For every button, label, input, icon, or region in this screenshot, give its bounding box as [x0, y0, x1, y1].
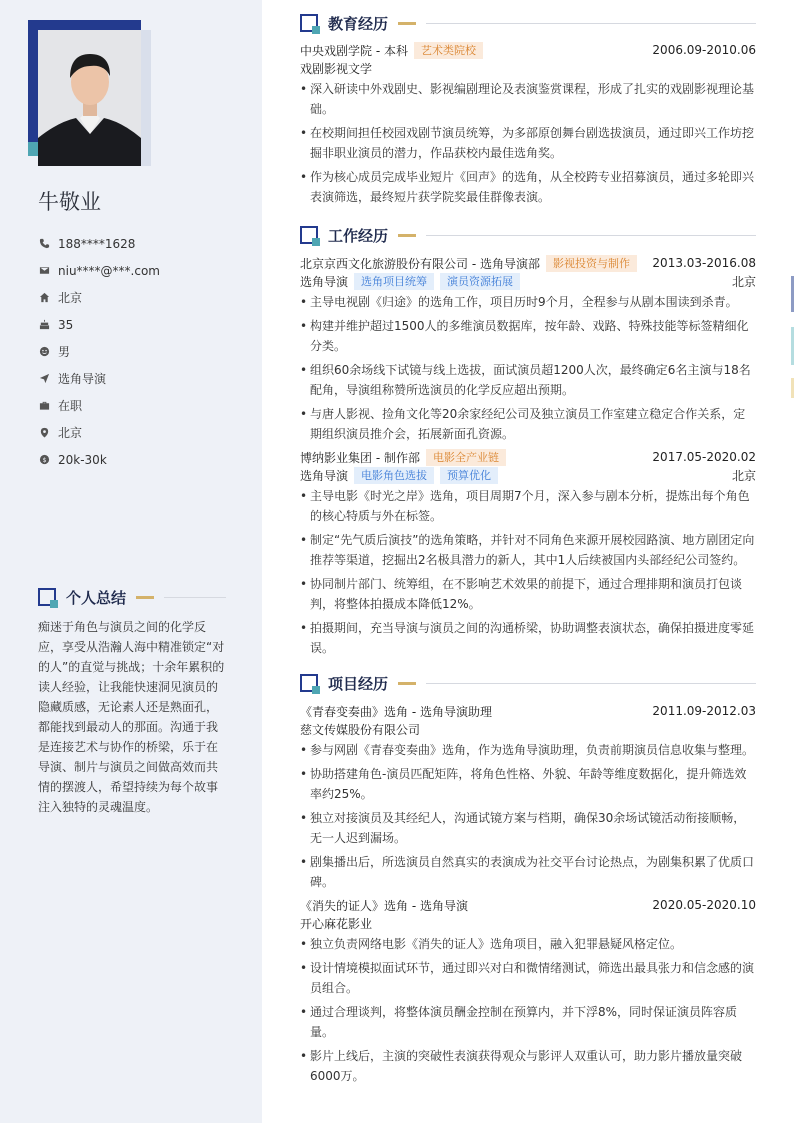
square-section-icon [300, 226, 318, 244]
list-item: • 剧集播出后，所选演员自然真实的表演成为社交平台讨论热点，为剧集积累了优质口碑。 [300, 852, 756, 892]
list-item: • 独立负责网络电影《消失的证人》选角项目，融入犯罪悬疑风格定位。 [300, 934, 756, 954]
info-age [38, 311, 160, 338]
list-item: • 影片上线后，主演的突破性表演获得观众与影评人双重认可，助力影片播放量突破6000万。 [300, 1046, 756, 1086]
sidebar [0, 0, 262, 1123]
role-tag: 选角项目统筹 [354, 273, 434, 290]
list-item: • 设计情境模拟面试环节，通过即兴对白和微情绪测试，筛选出最具张力和信念感的演员组合。 [300, 958, 756, 998]
face-icon [38, 346, 50, 358]
work-role: 选角导演 [300, 274, 349, 289]
section-divider [426, 23, 756, 24]
location-icon [38, 427, 50, 439]
school-tag: 艺术类院校 [414, 42, 483, 59]
project-entry [300, 896, 756, 1086]
location-text: 北京 [58, 426, 83, 440]
work-role: 选角导演 [300, 468, 349, 483]
money-icon [38, 454, 50, 466]
project-org-row [300, 720, 756, 738]
list-item: • 组织60余场线下试镜与线上选拔，面试演员超1200人次，最终确定6名主演与18名配角，导演组称赞所选演员的化学反应超出预期。 [300, 360, 756, 400]
work-section-header [300, 224, 756, 246]
info-location [38, 419, 160, 446]
work-company: 北京京西文化旅游股份有限公司 - 选角导演部 [300, 256, 540, 271]
major-name: 戏剧影视文学 [300, 61, 373, 76]
project-bullets [300, 934, 756, 1086]
summary-section-header [38, 586, 226, 608]
role-tag: 预算优化 [440, 467, 498, 484]
list-item: • 独立对接演员及其经纪人，沟通试镜方案与档期，确保30余场试镜活动衔接顺畅，无一人迟到漏场。 [300, 808, 756, 848]
square-section-icon [38, 588, 56, 606]
section-divider [426, 235, 756, 236]
summary-title: 个人总结 [66, 588, 127, 607]
work-date: 2013.03-2016.08 [652, 256, 756, 270]
work-bullets [300, 292, 756, 444]
gender-text: 男 [58, 345, 71, 359]
education-title: 教育经历 [328, 14, 389, 33]
section-accent-dash [398, 234, 416, 237]
project-title-row [300, 896, 756, 914]
list-item: • 深入研读中外戏剧史、影视编剧理论及表演鉴赏课程，形成了扎实的戏剧影视理论基础。 [300, 79, 756, 119]
city-text: 北京 [58, 291, 83, 305]
education-row [300, 41, 756, 59]
education-section [300, 12, 756, 211]
list-item: • 拍摄期间，充当导演与演员之间的沟通桥梁，协助调整表演状态，确保拍摄进度零延误。 [300, 618, 756, 658]
project-entry [300, 702, 756, 892]
work-bullets [300, 486, 756, 658]
school-name: 中央戏剧学院 - 本科 [300, 43, 408, 58]
work-company: 博纳影业集团 - 制作部 [300, 450, 420, 465]
section-divider [164, 597, 226, 598]
projects-title: 项目经历 [328, 674, 389, 693]
list-item: • 在校期间担任校园戏剧节演员统筹，为多部原创舞台剧选拔演员，通过即兴工作坊挖掘非职业演员的潜力，作品获校内最佳选角奖。 [300, 123, 756, 163]
list-item: • 协助搭建角色-演员匹配矩阵，将角色性格、外貌、年龄等维度数据化，提升筛选效率约25%。 [300, 764, 756, 804]
role-tag: 电影角色选拔 [354, 467, 434, 484]
project-bullets [300, 740, 756, 892]
photo-frame [28, 20, 152, 166]
list-item: • 主导电影《时光之岸》选角，项目周期7个月，深入参与剧本分析，提炼出每个角色的核心特质与外在标签。 [300, 486, 756, 526]
section-divider [426, 683, 756, 684]
info-email [38, 257, 160, 284]
square-section-icon [300, 674, 318, 692]
square-section-icon [300, 14, 318, 32]
project-name: 《消失的证人》选角 - 选角导演 [300, 898, 468, 913]
info-phone [38, 230, 160, 257]
list-item: • 与唐人影视、捡角文化等20余家经纪公司及独立演员工作室建立稳定合作关系，定期组织演员推介会，拓展新面孔资源。 [300, 404, 756, 444]
list-item: • 作为核心成员完成毕业短片《回声》的选角，从全校跨专业招募演员，通过多轮即兴表演筛选，最终短片获学院奖最佳群像表演。 [300, 167, 756, 207]
age-text: 35 [58, 317, 74, 332]
work-section [300, 224, 756, 662]
work-entry [300, 254, 756, 444]
work-title: 工作经历 [328, 226, 389, 245]
work-date: 2017.05-2020.02 [652, 450, 756, 464]
info-salary [38, 446, 160, 473]
info-position [38, 365, 160, 392]
project-date: 2020.05-2020.10 [652, 898, 756, 912]
phone-text: 188****1628 [58, 236, 136, 251]
list-item: • 制定“先气质后演技”的选角策略，并针对不同角色来源开展校园路演、地方剧团定向推荐等渠道，挖掘出2名极具潜力的新人，其中1人后续被国内头部经纪公司签约。 [300, 530, 756, 570]
project-org: 开心麻花影业 [300, 916, 373, 931]
salary-text: 20k-30k [58, 452, 107, 467]
info-city [38, 284, 160, 311]
project-date: 2011.09-2012.03 [652, 704, 756, 718]
education-bullets [300, 79, 756, 207]
project-org: 慈文传媒股份有限公司 [300, 722, 421, 737]
briefcase-icon [38, 400, 50, 412]
work-role-row [300, 466, 756, 484]
list-item: • 构建并维护超过1500人的多维演员数据库，按年龄、戏路、特殊技能等标签精细化分类。 [300, 316, 756, 356]
send-icon [38, 373, 50, 385]
list-item: • 主导电视剧《归途》的选角工作，项目历时9个月，全程参与从剧本围读到杀青。 [300, 292, 756, 312]
company-tag: 电影全产业链 [426, 449, 506, 466]
avatar [38, 30, 141, 166]
work-company-row [300, 448, 756, 466]
project-title-row [300, 702, 756, 720]
projects-section-header [300, 672, 756, 694]
status-text: 在职 [58, 399, 83, 413]
work-company-row [300, 254, 756, 272]
work-role-row [300, 272, 756, 290]
project-name: 《青春变奏曲》选角 - 选角导演助理 [300, 704, 492, 719]
section-accent-dash [136, 596, 154, 599]
contact-info-list [38, 230, 160, 473]
summary-text: 痴迷于角色与演员之间的化学反应，享受从浩瀚人海中精准锁定“对的人”的直觉与挑战；十余年累积的读人经验，让我能快速洞见演员的隐藏质感，无论素人还是熟面孔，都能找到最动人的那面。沟通于我是连接艺术与协作的桥梁，乐于在导演、制片与演员之间做高效而共情的摆渡人，希望持续为每个故事注入独特的灵魂温度。 [38, 620, 225, 814]
candidate-name: 牛敬业 [38, 190, 101, 214]
list-item: • 通过合理谈判，将整体演员酬金控制在预算内，并下浮8%，同时保证演员阵容质量。 [300, 1002, 756, 1042]
mail-icon [38, 265, 50, 277]
education-date: 2006.09-2010.06 [652, 43, 756, 57]
home-icon [38, 292, 50, 304]
info-status [38, 392, 160, 419]
work-entry [300, 448, 756, 658]
education-section-header [300, 12, 756, 34]
list-item: • 协同制片部门、统筹组，在不影响艺术效果的前提下，通过合理排期和演员打包谈判，将整体拍摄成本降低12%。 [300, 574, 756, 614]
list-item: • 参与网剧《青春变奏曲》选角，作为选角导演助理，负责前期演员信息收集与整理。 [300, 740, 756, 760]
position-text: 选角导演 [58, 372, 107, 386]
work-city: 北京 [731, 468, 756, 483]
cake-icon [38, 319, 50, 331]
info-gender [38, 338, 160, 365]
svg-text:$: $ [41, 456, 47, 465]
company-tag: 影视投资与制作 [546, 255, 637, 272]
section-accent-dash [398, 22, 416, 25]
section-accent-dash [398, 682, 416, 685]
major-row [300, 59, 756, 77]
phone-icon [38, 238, 50, 250]
role-tag: 演员资源拓展 [440, 273, 520, 290]
projects-section [300, 672, 756, 1090]
project-org-row [300, 914, 756, 932]
email-text: niu****@***.com [58, 263, 160, 278]
work-city: 北京 [731, 274, 756, 289]
